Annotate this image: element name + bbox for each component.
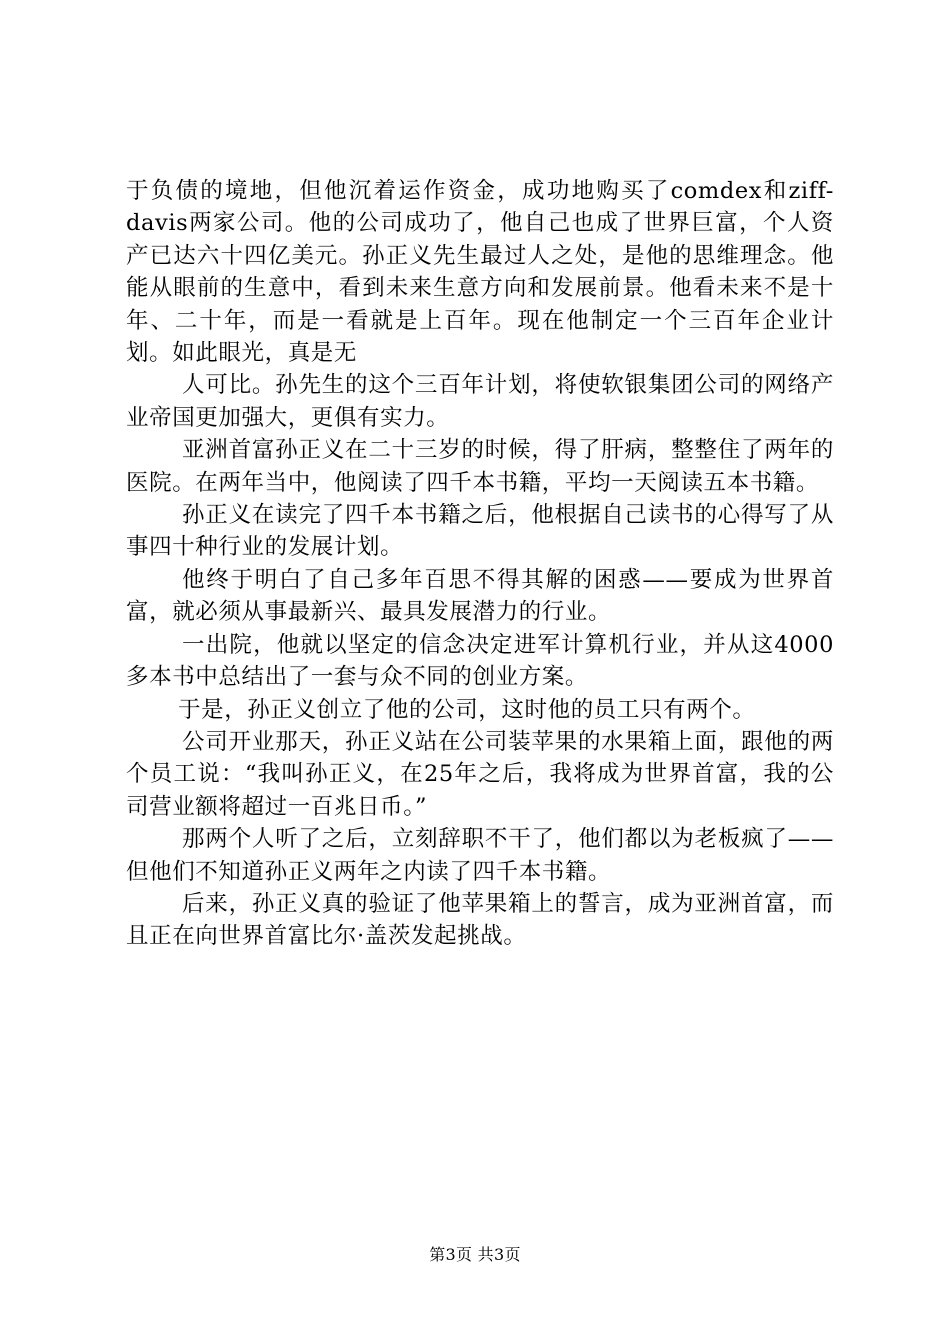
paragraph-10: 后来，孙正义真的验证了他苹果箱上的誓言，成为亚洲首富，而且正在向世界首富比尔·盖茨发起挑战。 [126, 890, 834, 950]
paragraph-9: 那两个人听了之后，立刻辞职不干了，他们都以为老板疯了——但他们不知道孙正义两年之内读了四千本书籍。 [126, 826, 834, 885]
paragraph-5: 他终于明白了自己多年百思不得其解的困惑——要成为世界首富，就必须从事最新兴、最具发展潜力的行业。 [126, 566, 834, 626]
page-number-footer: 第3页 共3页 [429, 1245, 521, 1264]
paragraph-2: 人可比。孙先生的这个三百年计划，将使软银集团公司的网络产业帝国更加强大，更俱有实力。 [126, 372, 834, 431]
document-body [126, 175, 834, 953]
paragraph-7: 于是，孙正义创立了他的公司，这时他的员工只有两个。 [178, 696, 756, 723]
paragraph-3: 亚洲首富孙正义在二十三岁的时候，得了肝病，整整住了两年的医院。在两年当中，他阅读了四千本书籍，平均一天阅读五本书籍。 [126, 437, 834, 496]
paragraph-8: 公司开业那天，孙正义站在公司装苹果的水果箱上面，跟他的两个员工说：“我叫孙正义，在25年之后，我将成为世界首富，我的公司营业额将超过一百兆日币。” [126, 728, 834, 820]
paragraph-4: 孙正义在读完了四千本书籍之后，他根据自己读书的心得写了从事四十种行业的发展计划。 [126, 502, 834, 561]
paragraph-6: 一出院，他就以坚定的信念决定进军计算机行业，并从这4000多本书中总结出了一套与众不同的创业方案。 [126, 631, 834, 691]
paragraph-1: 于负债的境地，但他沉着运作资金，成功地购买了comdex和ziff-davis两家公司。他的公司成功了，他自己也成了世界巨富，个人资产已达六十四亿美元。孙正义先生最过人之处，是他的思维理念。他能从眼前的生意中，看到未来生意方向和发展前景。他看未来不是十年、二十年，而是一看就是上百年。现在他制定一个三百年企业计划。如此眼光，真是无 [126, 178, 834, 367]
